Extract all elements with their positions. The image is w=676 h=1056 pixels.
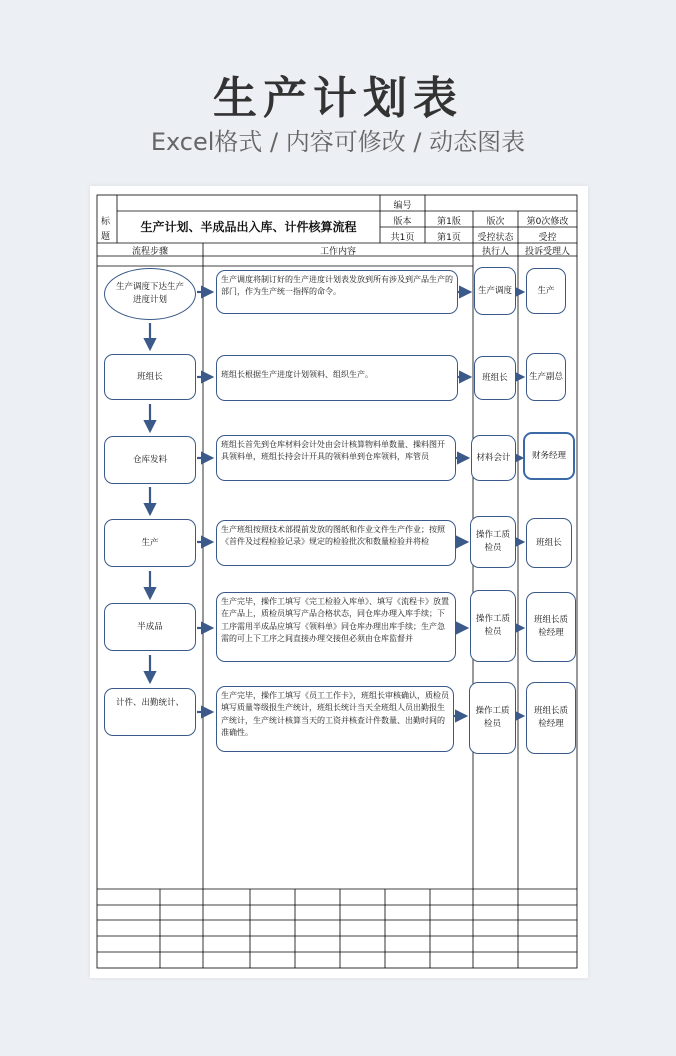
flow-step-label: 班组长 [137,371,163,382]
control-status-label: 受控状态 [477,233,514,243]
control-status-value: 受控 [538,233,557,243]
banner-subtitle: Excel格式 / 内容可修改 / 动态图表 [150,128,526,156]
flow-step-label: 半成品 [137,621,163,632]
work-content-text: 生产完毕，操作工填写《员工工作卡》，班组长审核确认，质检员填写质量等级报生产统计，班组长统计当天全班组人员出勤报生产统计，生产统计核算当天的工资并核查计件数量、出勤时间的准确性。 [221,691,449,738]
document-title: 生产计划、半成品出入库、计件核算流程 [140,220,357,234]
flow-step-label: 仓库发料 [132,454,167,465]
executor-text: 操作工质检员 [476,530,511,553]
total-pages: 共1页 [390,233,415,243]
executor-text: 操作工质检员 [476,614,511,637]
handler-text: 生产 [537,285,555,296]
column-header-step: 流程步骤 [131,247,168,257]
work-content-text: 班组长根据生产进度计划领料、组织生产。 [221,370,373,379]
handler-text: 班组长质检经理 [533,615,568,638]
page-number: 第1页 [437,233,461,243]
flow-step-label: 生产调度下达生产进度计划 [115,282,184,305]
column-header-content: 工作内容 [319,247,356,257]
executor-text: 班组长 [482,372,508,383]
executor-text: 生产调度 [478,285,513,296]
executor-text: 操作工质检员 [475,706,510,729]
column-header-executor: 执行人 [481,247,509,257]
handler-text: 班组长 [536,537,562,548]
work-content-text: 生产调度将制订好的生产进度计划表发放到所有涉及到产品生产的部门，作为生产统一指挥的命令。 [221,275,453,297]
work-content-text: 生产完毕，操作工填写《完工检验入库单》、填写《流程卡》放置在产品上，质检员填写产品合格状态，同仓库办理入库手续；下工序需用半成品应填写《领料单》同仓库办理出库手续；生产急需的可上下工序之间直接办理交接但必须由仓库监督并 [221,597,449,644]
flow-step-label: 计件、出勤统计、 [115,698,184,708]
handler-text: 班组长质检经理 [533,706,568,729]
handler-text: 生产副总 [528,371,563,382]
handler-text: 财务经理 [531,450,566,461]
revision-value: 第0次修改 [526,217,569,227]
number-label: 编号 [393,201,412,211]
title-side-label-bottom: 题 [101,232,111,242]
title-side-label-top: 标 [101,217,111,227]
banner-title: 生产计划表 [213,73,463,124]
document-sheet [90,186,588,978]
executor-text: 材料会计 [476,452,511,463]
column-header-handler: 投诉受理人 [524,247,570,257]
revision-label: 版次 [486,217,505,227]
work-content-text: 班组长首先到仓库材料会计处由会计核算物料单数量、操料图开具领料单，班组长持会计开具的领料单到仓库领料，库管员 [221,440,445,462]
flow-step-label: 生产 [141,537,159,548]
version-value: 第1版 [437,217,461,227]
work-content-text: 生产班组按照技术部提前发放的图纸和作业文件生产作业；按照《首件及过程检验记录》规定的检验批次和数量检验并将检 [221,525,445,547]
version-label: 版本 [393,217,412,227]
